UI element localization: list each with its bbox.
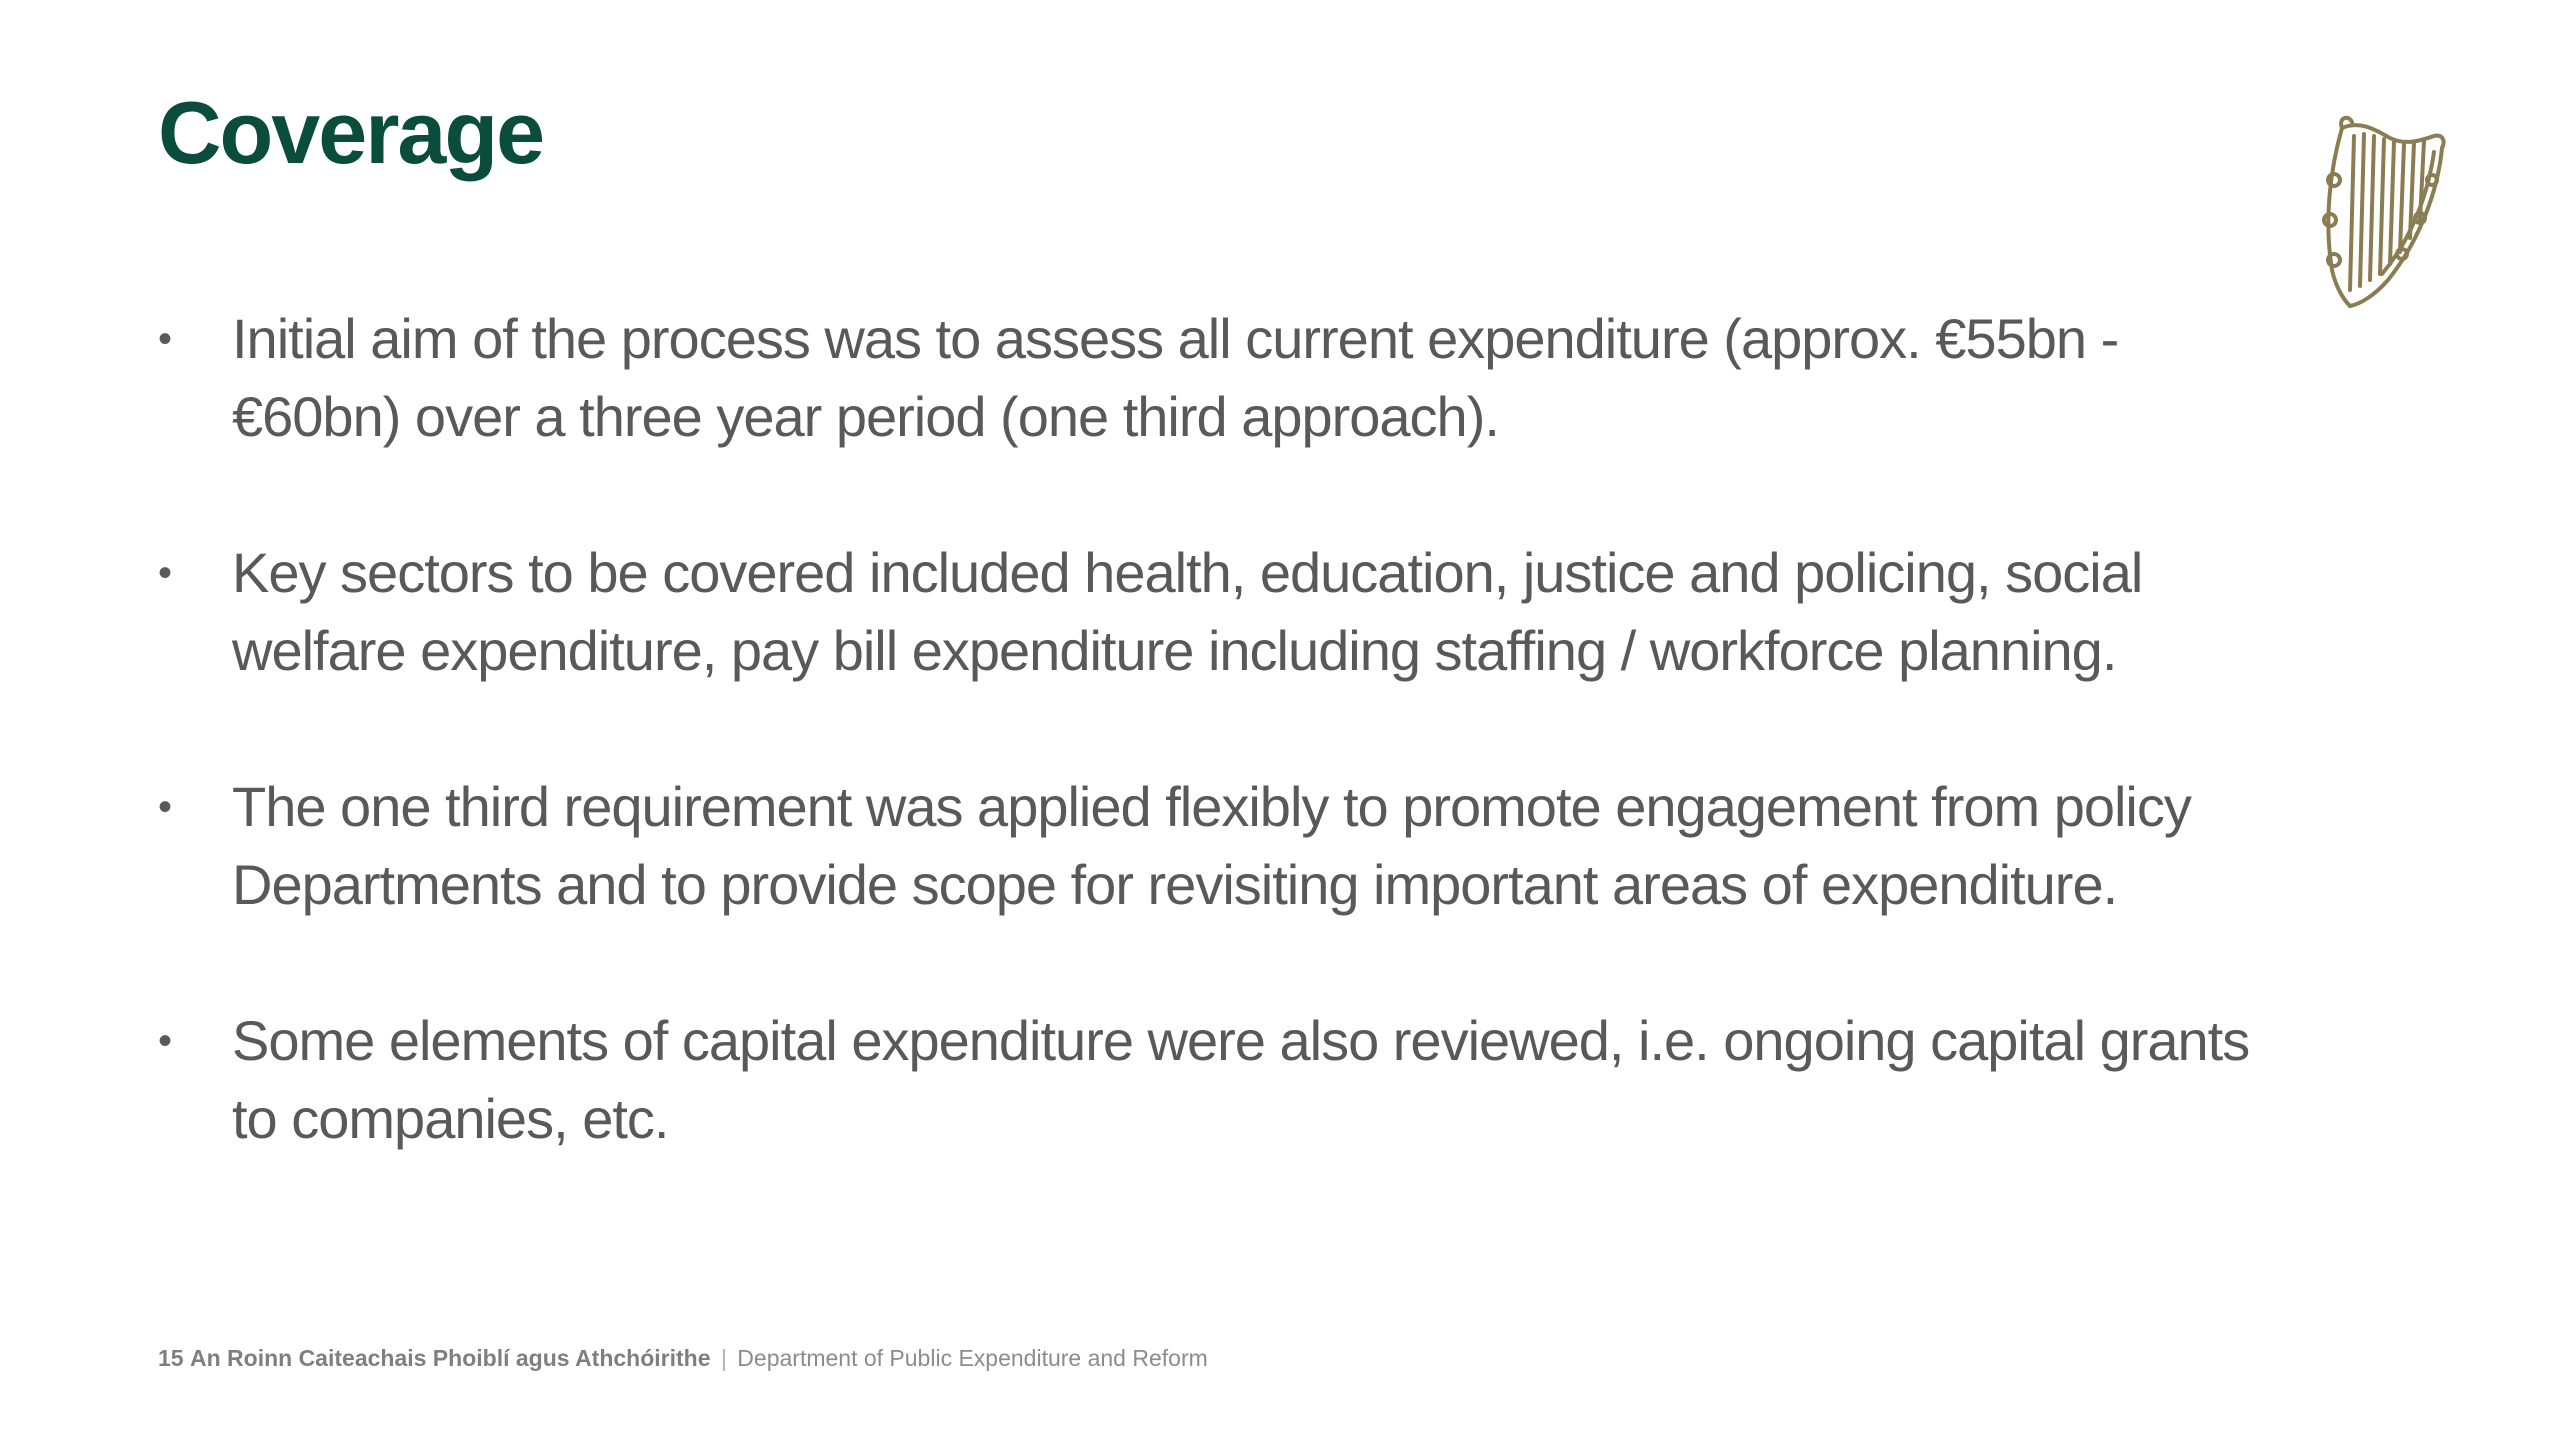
slide-footer [158,1345,1208,1372]
bullet-item [158,768,2278,924]
bullet-item [158,1002,2278,1158]
page-number: 15 [158,1345,184,1371]
bullet-text: The one third requirement was applied flexibly to promote engagement from policy Departments and to provide scope for revisiting important areas of expenditure. [232,775,2191,916]
bullet-item [158,300,2278,456]
bullet-item [158,534,2278,690]
harp-emblem-icon [2310,110,2450,310]
bullet-text: Some elements of capital expenditure were also reviewed, i.e. ongoing capital grants to companies, etc. [232,1009,2250,1150]
bullet-marker: • [158,1019,172,1063]
bullet-text: Key sectors to be covered included health, education, justice and policing, social welfare expenditure, pay bill expenditure including staffing / workforce planning. [232,541,2143,682]
department-name-irish: An Roinn Caiteachais Phoiblí agus Athchóirithe [189,1345,711,1371]
bullet-text: Initial aim of the process was to assess all current expenditure (approx. €55bn - €60bn) over a three year period (one third approach). [232,307,2119,448]
footer-separator: | [720,1345,727,1371]
bullet-marker: • [158,551,172,595]
bullet-marker: • [158,785,172,829]
slide-title: Coverage [158,83,544,182]
bullet-list [158,300,2278,1236]
bullet-marker: • [158,317,172,361]
department-name-english: Department of Public Expenditure and Reform [737,1345,1208,1371]
